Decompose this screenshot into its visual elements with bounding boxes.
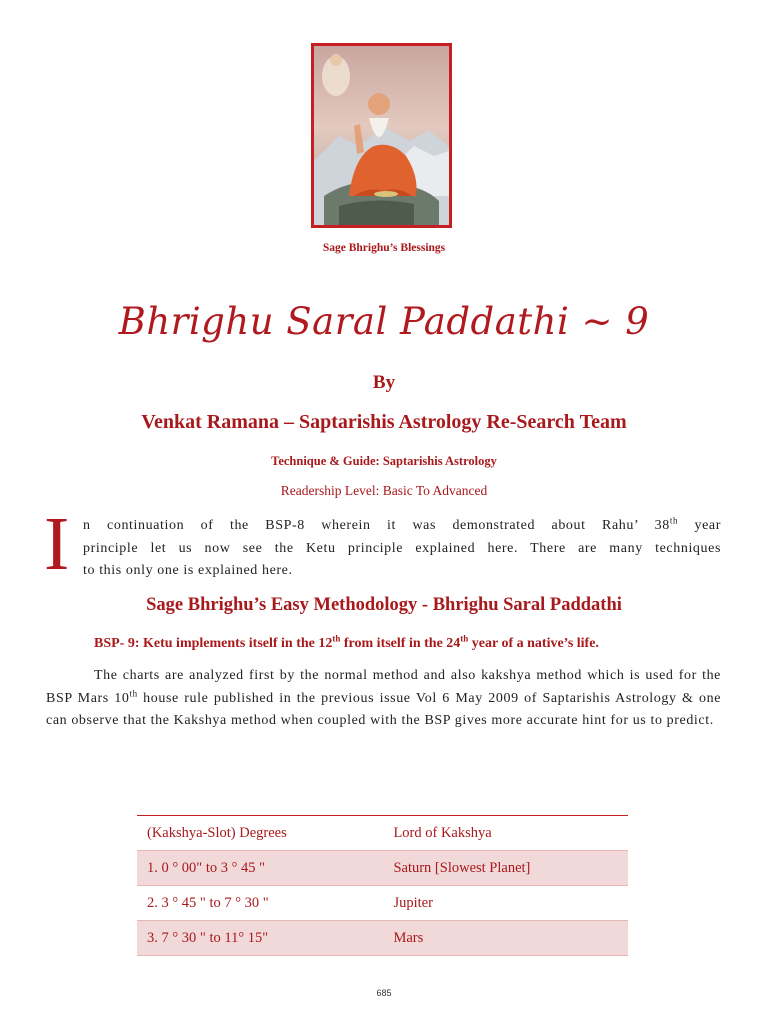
author-line: Venkat Ramana – Saptarishis Astrology Re-Search Team <box>141 411 627 433</box>
body-paragraph-text-1: The charts are analyzed first by the normal method and also kakshya method which is used for the BSP Mars 10 <box>46 668 721 706</box>
table-cell-degrees: 2. 3 ° 45 " to 7 ° 30 " <box>137 886 393 921</box>
byline-label: By <box>372 372 396 393</box>
readership-level: Readership Level: Basic To Advanced <box>280 483 488 498</box>
table-header-row <box>137 816 628 851</box>
table-cell-degrees: 1. 0 ° 00" to 3 ° 45 " <box>137 851 393 886</box>
intro-line-3: to this only one is explained here. <box>83 563 293 578</box>
body-paragraph <box>46 665 721 733</box>
table-cell-lord: Jupiter <box>393 886 628 921</box>
bsp-text-2: from itself in the 24 <box>340 636 461 651</box>
bsp-sup-1: th <box>332 633 341 644</box>
kakshya-table <box>137 815 628 956</box>
bsp-text-1: BSP- 9: Ketu implements itself in the 12 <box>94 636 333 651</box>
intro-line-1-text: n continuation of the BSP-8 wherein it was demonstrated about Rahu’ 38 <box>83 518 670 533</box>
drop-cap: I <box>44 502 70 586</box>
body-paragraph-sup: th <box>129 687 138 698</box>
sage-bhrighu-image <box>311 43 452 228</box>
table-row <box>137 851 628 886</box>
image-caption: Sage Bhrighu’s Blessings <box>322 242 446 254</box>
table-row <box>137 886 628 921</box>
intro-line-1 <box>83 515 721 538</box>
page-number: 685 <box>376 988 392 998</box>
bsp-principle <box>94 633 599 652</box>
intro-line-2: principle let us now see the Ketu principle explained here. There are many techniques <box>83 540 721 556</box>
technique-line: Technique & Guide: Saptarishis Astrology <box>271 454 497 468</box>
sage-illustration <box>314 46 449 225</box>
table-cell-lord: Saturn [Slowest Planet] <box>393 851 628 886</box>
table-cell-degrees: 3. 7 ° 30 " to 11° 15" <box>137 921 393 956</box>
intro-line-1-end: year <box>678 518 722 533</box>
body-paragraph-text-2: house rule published in the previous issue Vol 6 May 2009 of Saptarishis Astrology & one can observe that the Kakshya method when coupled with the BSP gives more accurate hint for us to predict. <box>46 690 722 728</box>
table-cell-lord: Mars <box>393 921 628 956</box>
article-title: Bhrighu Saral Paddathi ~ 9 <box>118 300 650 343</box>
bsp-text-3: year of a native’s life. <box>468 636 599 651</box>
methodology-heading: Sage Bhrighu’s Easy Methodology - Bhrighu Saral Paddathi <box>146 595 622 615</box>
intro-line-1-sup: th <box>669 515 679 526</box>
table-row <box>137 921 628 956</box>
bsp-sup-2: th <box>460 633 469 644</box>
table-header-lord: Lord of Kakshya <box>393 816 628 851</box>
table-header-degrees: (Kakshya-Slot) Degrees <box>137 816 393 851</box>
